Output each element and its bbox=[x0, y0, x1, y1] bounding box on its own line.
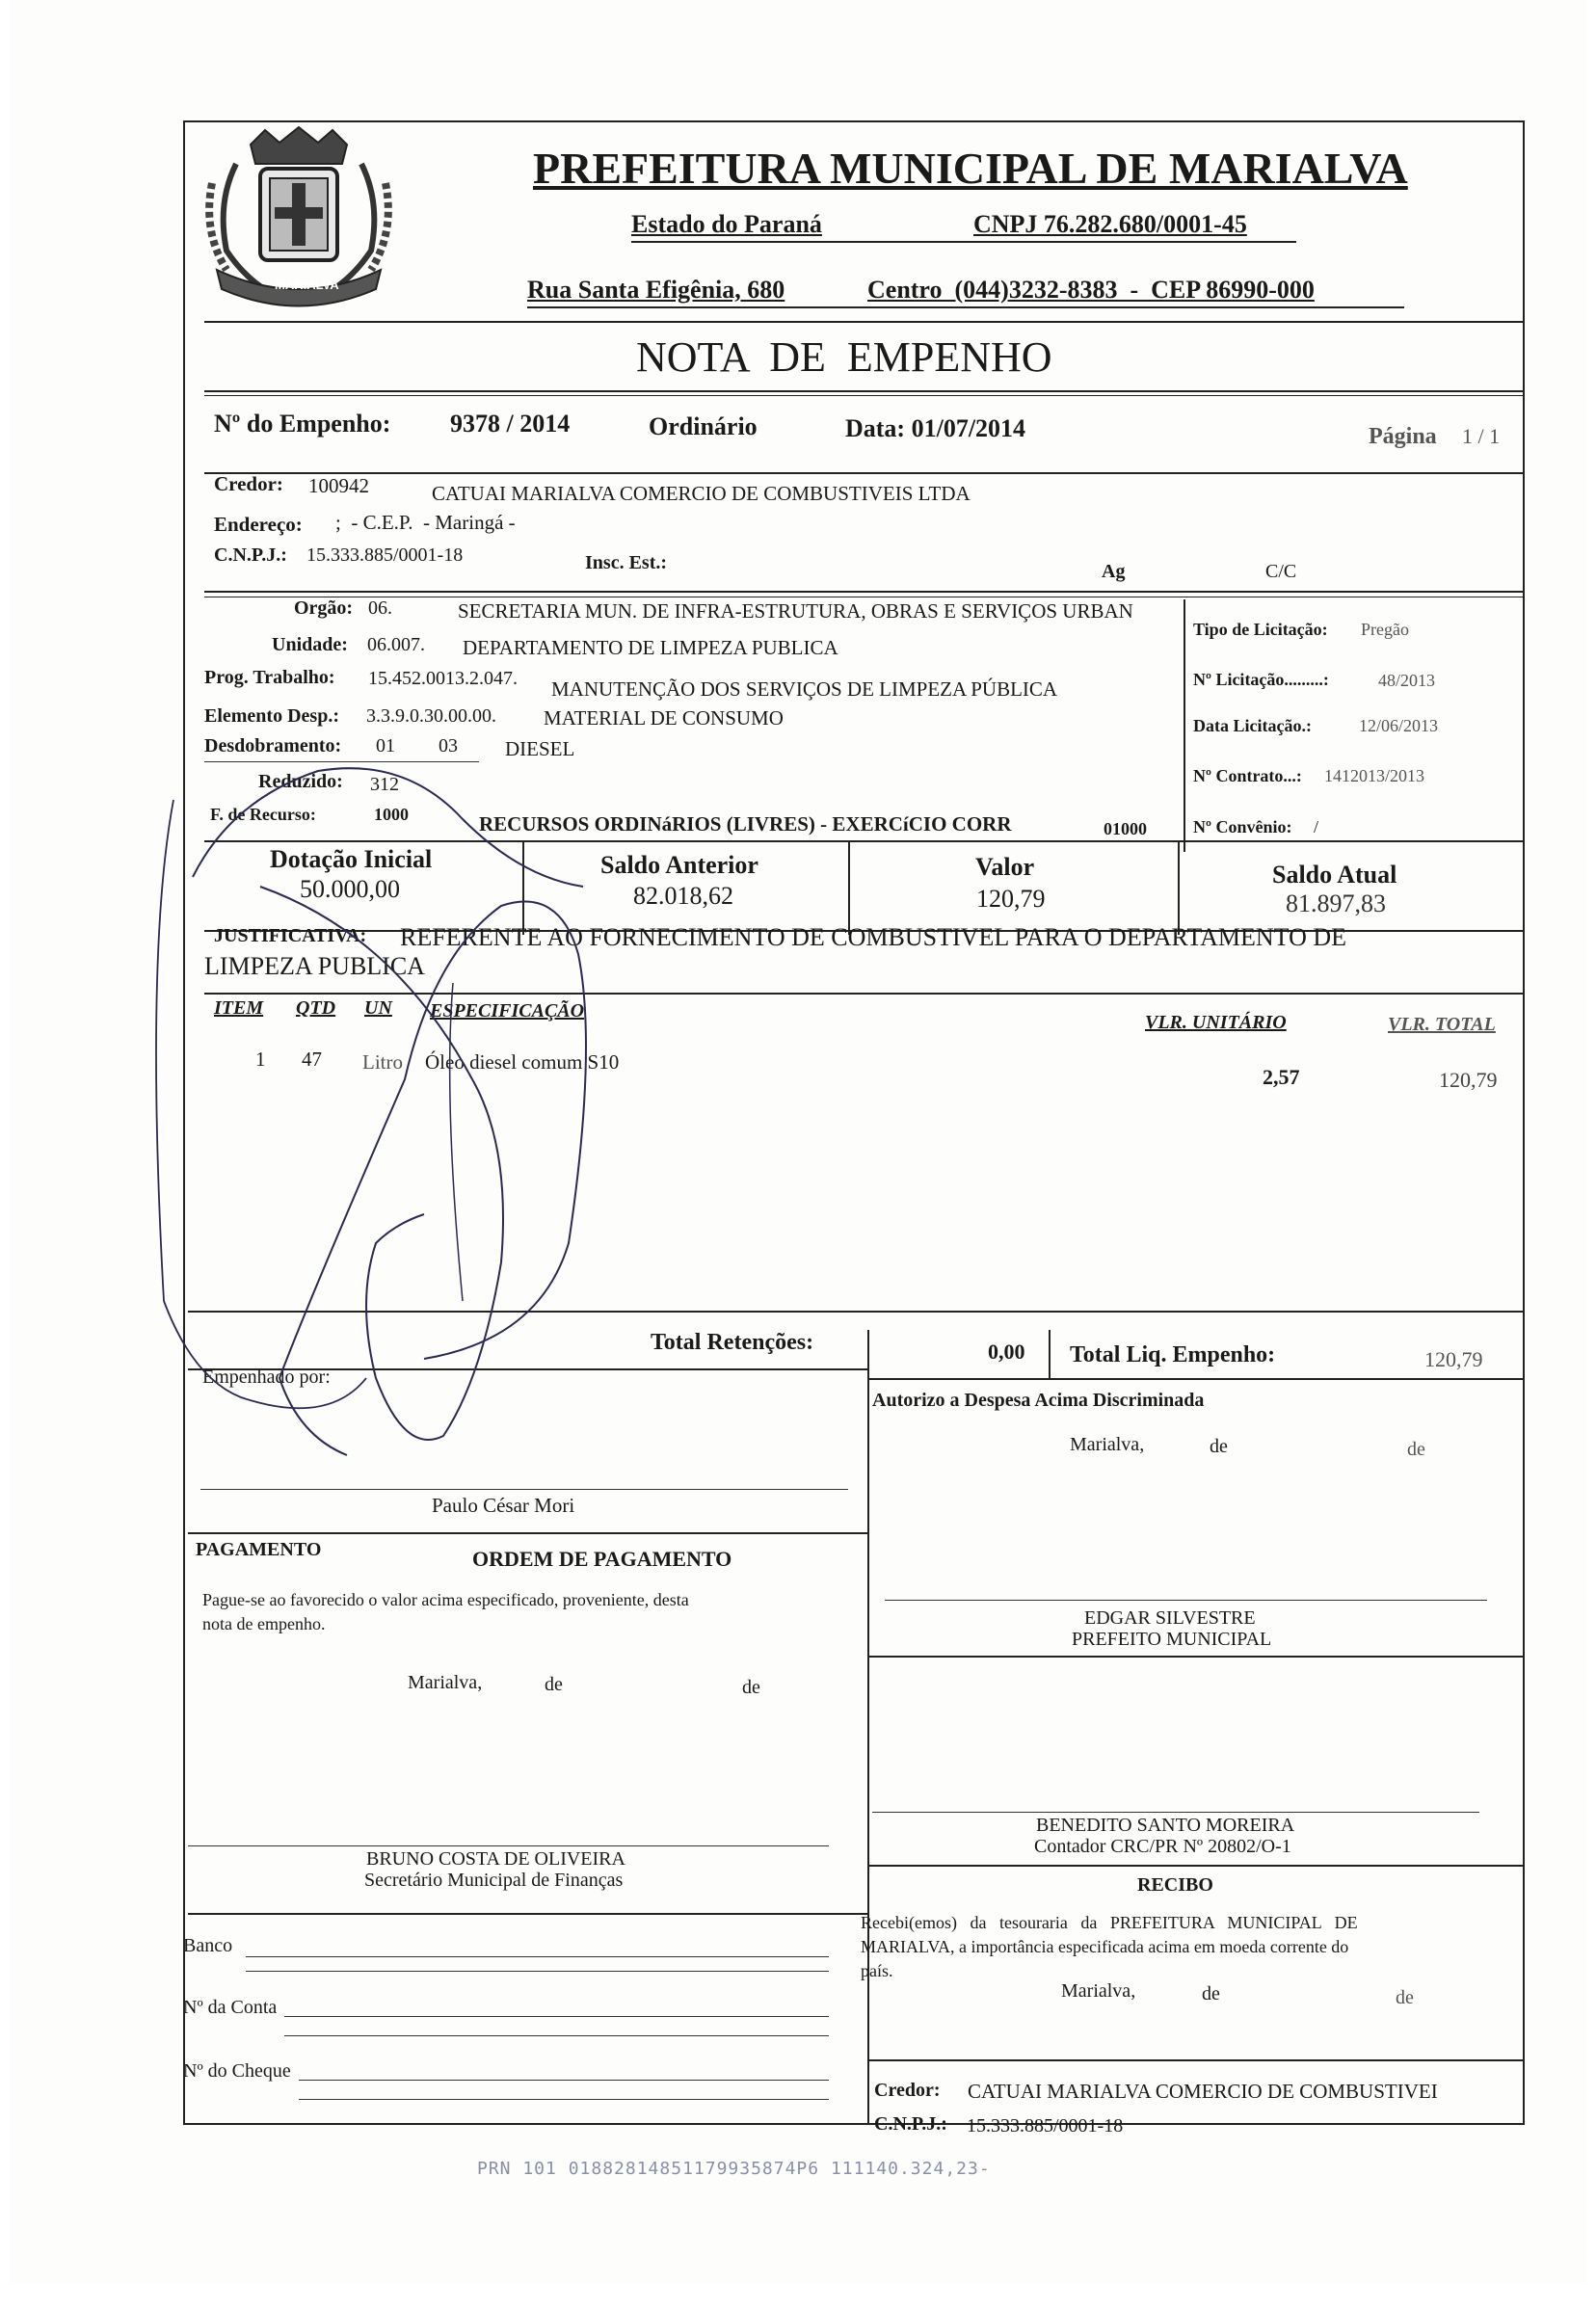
contrato-label: Nº Contrato...: bbox=[1193, 766, 1302, 785]
cnpj-header: CNPJ 76.282.680/0001-45 bbox=[973, 210, 1247, 238]
row-qtd: 47 bbox=[302, 1048, 322, 1071]
recurso-num: 01000 bbox=[1104, 819, 1147, 838]
recurso-desc: RECURSOS ORDINáRIOS (LIVRES) - EXERCíCIO CORR bbox=[479, 812, 1012, 836]
num-licitacao-label: Nº Licitação.........: bbox=[1193, 670, 1329, 689]
autorizo-de2: de bbox=[1407, 1439, 1425, 1460]
valor-value: 120,79 bbox=[976, 885, 1046, 913]
col-total: VLR. TOTAL bbox=[1388, 1014, 1496, 1035]
recibo-cnpj-value: 15.333.885/0001-18 bbox=[967, 2115, 1124, 2136]
justificativa-label: JUSTIFICATIVA: bbox=[214, 925, 367, 946]
street-address: Rua Santa Efigênia, 680 bbox=[527, 276, 785, 304]
cnpj-value: 15.333.885/0001-18 bbox=[306, 544, 464, 566]
reduzido-label: Reduzido: bbox=[258, 771, 343, 792]
col-qtd: QTD bbox=[296, 997, 336, 1019]
credor-label: Credor: bbox=[214, 472, 283, 495]
justificativa-line1: REFERENTE AO FORNECIMENTO DE COMBUSTIVEL PARA O DEPARTAMENTO DE bbox=[400, 923, 1347, 951]
orgao-desc: SECRETARIA MUN. DE INFRA-ESTRUTURA, OBRAS E SERVIÇOS URBAN bbox=[458, 599, 1133, 623]
data-licitacao-value: 12/06/2013 bbox=[1359, 716, 1439, 735]
recibo-city: Marialva, bbox=[1061, 1980, 1136, 2002]
cheque-label: Nº do Cheque bbox=[183, 2060, 291, 2082]
liq-value: 120,79 bbox=[1424, 1347, 1483, 1371]
recibo-credor-label: Credor: bbox=[874, 2080, 941, 2101]
row-unit: 2,57 bbox=[1263, 1065, 1300, 1089]
recibo-cnpj-label: C.N.P.J.: bbox=[874, 2113, 947, 2135]
row-item: 1 bbox=[255, 1048, 266, 1071]
prefeitura-title: PREFEITURA MUNICIPAL DE MARIALVA bbox=[533, 144, 1408, 193]
empenhado-name: Paulo César Mori bbox=[432, 1494, 575, 1517]
retencoes-value: 0,00 bbox=[988, 1340, 1025, 1364]
autorizo-de1: de bbox=[1210, 1436, 1228, 1457]
reduzido-value: 312 bbox=[370, 774, 399, 795]
cnpj-label: C.N.P.J.: bbox=[214, 544, 287, 566]
footer-code: PRN 101 01882814851179935874P6 111140.324,23- bbox=[477, 2159, 991, 2179]
convenio-label: Nº Convênio: bbox=[1193, 817, 1292, 836]
convenio-value: / bbox=[1314, 817, 1319, 836]
credor-code: 100942 bbox=[308, 474, 369, 497]
elem-label: Elemento Desp.: bbox=[204, 705, 339, 727]
recibo-line2: MARIALVA, a importância especificada acima em moeda corrente do bbox=[861, 1937, 1349, 1956]
crest-ribbon-text: MARIALVA bbox=[275, 278, 339, 292]
desd-a: 01 bbox=[376, 735, 395, 756]
empenho-number: 9378 / 2014 bbox=[450, 410, 571, 438]
saldo-anterior-label: Saldo Anterior bbox=[600, 851, 758, 879]
insc-label: Insc. Est.: bbox=[585, 552, 668, 573]
recurso-code: 1000 bbox=[374, 805, 409, 824]
prefeito-name: EDGAR SILVESTRE bbox=[1084, 1607, 1256, 1629]
unidade-desc: DEPARTAMENTO DE LIMPEZA PUBLICA bbox=[463, 636, 838, 659]
justificativa-line2: LIMPEZA PUBLICA bbox=[204, 952, 425, 980]
recibo-de2: de bbox=[1396, 1987, 1414, 2008]
col-espec: ESPECIFICAÇÃO bbox=[430, 1000, 585, 1022]
contador-title: Contador CRC/PR Nº 20802/O-1 bbox=[1034, 1836, 1291, 1857]
ordem-pagamento-label: ORDEM DE PAGAMENTO bbox=[472, 1547, 732, 1571]
endereco-label: Endereço: bbox=[214, 513, 303, 536]
recibo-label: RECIBO bbox=[1137, 1874, 1213, 1896]
empenho-type: Ordinário bbox=[649, 412, 758, 440]
recibo-line3: país. bbox=[861, 1961, 893, 1980]
col-unit: VLR. UNITÁRIO bbox=[1145, 1012, 1287, 1033]
page-label: Página bbox=[1369, 424, 1437, 449]
page-value: 1 / 1 bbox=[1462, 424, 1501, 448]
pagamento-label: PAGAMENTO bbox=[196, 1539, 322, 1560]
cc-label: C/C bbox=[1265, 561, 1297, 582]
tipo-licitacao-value: Pregão bbox=[1361, 620, 1409, 639]
desd-b: 03 bbox=[439, 735, 458, 756]
dotacao-value: 50.000,00 bbox=[300, 875, 400, 903]
empenho-label: Nº do Empenho: bbox=[214, 410, 391, 438]
contador-name: BENEDITO SANTO MOREIRA bbox=[1036, 1815, 1295, 1836]
desd-desc: DIESEL bbox=[505, 737, 575, 760]
retencoes-label: Total Retenções: bbox=[651, 1330, 814, 1355]
doc-title: NOTA DE EMPENHO bbox=[636, 333, 1052, 381]
tipo-licitacao-label: Tipo de Licitação: bbox=[1193, 620, 1328, 639]
secretario-name: BRUNO COSTA DE OLIVEIRA bbox=[366, 1848, 625, 1870]
recibo-de1: de bbox=[1202, 1983, 1220, 2004]
pagamento-text1: Pague-se ao favorecido o valor acima especificado, proveniente, desta bbox=[202, 1590, 689, 1609]
valor-label: Valor bbox=[975, 853, 1035, 881]
num-licitacao-value: 48/2013 bbox=[1378, 671, 1436, 690]
credor-name: CATUAI MARIALVA COMERCIO DE COMBUSTIVEIS LTDA bbox=[432, 482, 971, 505]
dotacao-label: Dotação Inicial bbox=[270, 845, 433, 873]
data-licitacao-label: Data Licitação.: bbox=[1193, 716, 1312, 735]
row-un: Litro bbox=[362, 1050, 403, 1074]
liq-label: Total Liq. Empenho: bbox=[1070, 1342, 1276, 1367]
empenhado-label: Empenhado por: bbox=[202, 1367, 331, 1388]
pagamento-text2: nota de empenho. bbox=[202, 1614, 326, 1633]
empenho-date: Data: 01/07/2014 bbox=[845, 414, 1026, 442]
recurso-label: F. de Recurso: bbox=[210, 805, 316, 824]
orgao-code: 06. bbox=[368, 597, 392, 619]
col-item: ITEM bbox=[214, 997, 264, 1019]
conta-label: Nº da Conta bbox=[183, 1997, 278, 2018]
prog-code: 15.452.0013.2.047. bbox=[368, 668, 518, 689]
pagamento-city: Marialva, bbox=[408, 1672, 483, 1693]
secretario-title: Secretário Municipal de Finanças bbox=[364, 1870, 624, 1891]
autorizo-city: Marialva, bbox=[1070, 1434, 1145, 1455]
row-espec: Óleo diesel comum S10 bbox=[425, 1050, 620, 1074]
col-un: UN bbox=[364, 997, 392, 1019]
pagamento-de1: de bbox=[545, 1674, 563, 1695]
endereco-value: ; - C.E.P. - Maringá - bbox=[335, 511, 516, 534]
pagamento-de2: de bbox=[742, 1677, 760, 1698]
divider bbox=[204, 321, 1525, 323]
contrato-value: 1412013/2013 bbox=[1324, 766, 1425, 785]
banco-label: Banco bbox=[183, 1935, 233, 1956]
orgao-label: Orgão: bbox=[294, 597, 354, 619]
recibo-line1: Recebi(emos) da tesouraria da PREFEITURA MUNICIPAL DE bbox=[861, 1913, 1358, 1932]
unidade-label: Unidade: bbox=[272, 634, 348, 655]
row-total: 120,79 bbox=[1439, 1068, 1498, 1092]
state-label: Estado do Paraná bbox=[631, 210, 822, 238]
elem-code: 3.3.9.0.30.00.00. bbox=[366, 705, 496, 727]
prog-desc: MANUTENÇÃO DOS SERVIÇOS DE LIMPEZA PÚBLICA bbox=[551, 677, 1058, 701]
ag-label: Ag bbox=[1102, 561, 1126, 582]
recibo-credor-value: CATUAI MARIALVA COMERCIO DE COMBUSTIVEI bbox=[968, 2080, 1438, 2103]
elem-desc: MATERIAL DE CONSUMO bbox=[544, 706, 784, 730]
prog-label: Prog. Trabalho: bbox=[204, 667, 335, 688]
saldo-anterior-value: 82.018,62 bbox=[633, 882, 733, 910]
address-rest: Centro (044)3232-8383 - CEP 86990-000 bbox=[867, 276, 1315, 304]
saldo-atual-value: 81.897,83 bbox=[1286, 889, 1386, 917]
saldo-atual-label: Saldo Atual bbox=[1272, 861, 1397, 889]
desd-label: Desdobramento: bbox=[204, 735, 342, 756]
handwritten-signature bbox=[154, 761, 655, 1474]
prefeito-title: PREFEITO MUNICIPAL bbox=[1072, 1629, 1272, 1650]
autorizo-label: Autorizo a Despesa Acima Discriminada bbox=[872, 1390, 1205, 1411]
unidade-code: 06.007. bbox=[367, 634, 425, 655]
